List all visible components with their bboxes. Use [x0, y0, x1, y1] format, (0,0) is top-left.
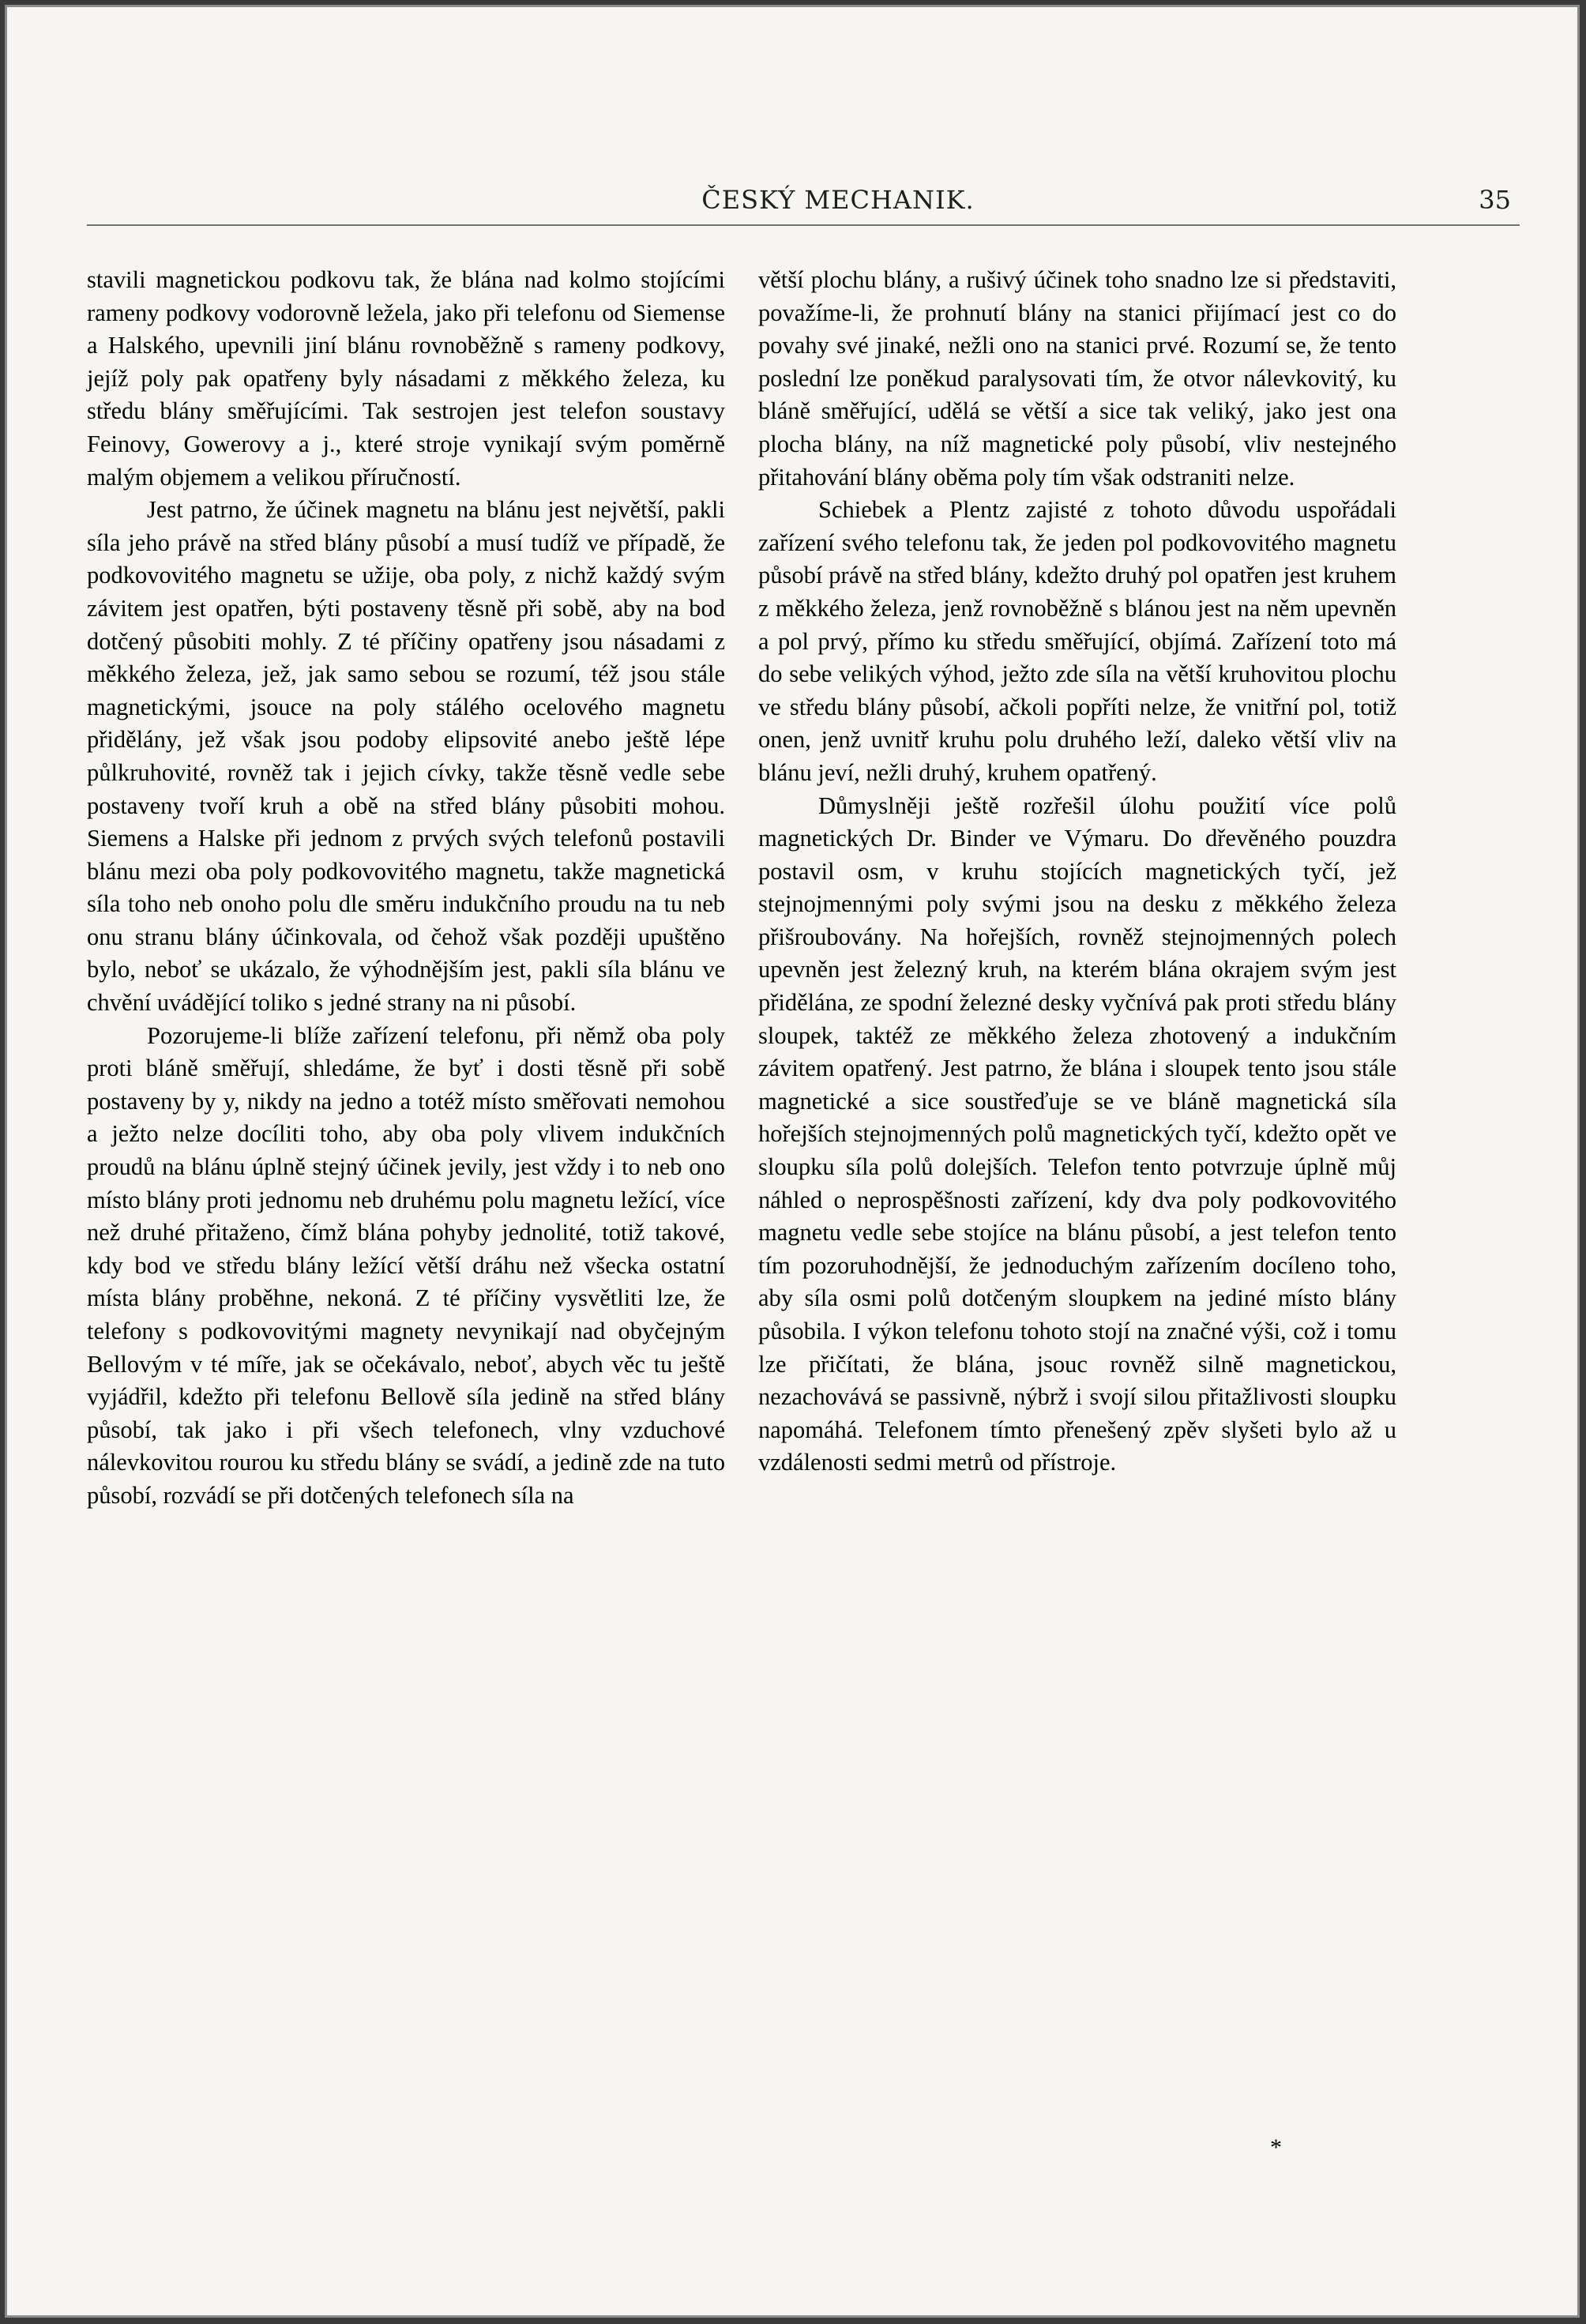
right-column	[758, 264, 1396, 1480]
page-number: 35	[1479, 185, 1511, 215]
paragraph: větší plochu blány, a rušivý účinek toho snadno lze si představiti, považíme-li, že prohnutí blány na stanici přijímací jest co do povahy své jinaké, nežli ono na stanici prvé. Rozumí se, že tento poslední lze poněkud paralysovati tím, že otvor nálevkovitý, ku bláně směřující, udělá se větší a sice tak veliký, jako jest ona plocha blány, na níž magnetické poly působí, vliv nestejného přitahování blány oběma poly tím však odstraniti nelze.	[758, 266, 1396, 491]
paragraph: stavili magnetickou podkovu tak, že blána nad kolmo stojícími rameny podkovy vodorovně ležela, jako při telefonu od Siemense a Halského, upevnili jiní blánu rovnoběžně s rameny podkovy, jejíž poly pak opatřeny byly násadami z měkkého železa, ku středu blány směřujícími. Tak sestrojen jest telefon soustavy Feinovy, Gowerovy a j., které stroje vynikají svým poměrně malým objemem a velikou příručností.	[87, 266, 725, 491]
paragraph: Pozorujeme-li blíže zařízení telefonu, při němž oba poly proti bláně směřují, shledáme, že byť i dosti těsně při sobě postaveny by y, nikdy na jedno a totéž místo směřovati nemohou a ježto nelze docíliti toho, aby oba poly vlivem indukčních proudů na blánu úplně stejný účinek jevily, jest vždy i to neb ono místo blány proti jednomu neb druhému polu magnetu ležící, více než druhé přitaženo, čímž blána pohyby jednolité, totiž takové, kdy bod ve středu blány ležící větší dráhu než všecka ostatní místa blány proběhne, nekoná. Z té příčiny vysvětliti lze, že telefony s podkovovitými magnety nevynikají nad obyčejným Bellovým v té míře, jak se očekávalo, neboť, abych věc tu ještě vyjádřil, kdežto při telefonu Bellově síla jedině na střed blány působí, tak jako i při všech telefonech, vlny vzduchové nálevkovitou rourou ku středu blány se svádí, a jedině zde na tuto působí, rozvádí se při dotčených telefonech síla na	[87, 1021, 725, 1509]
end-mark: *	[1270, 2134, 1282, 2160]
running-title: ČESKÝ MECHANIK.	[701, 185, 975, 215]
paragraph: Důmyslněji ještě rozřešil úlohu použití více polů magnetických Dr. Binder ve Výmaru. Do dřevěného pouzdra postavil osm, v kruhu stojících magnetických tyčí, jež stejnojmennými poly svými jsou na desku z měkkého železa přišroubovány. Na hořejších, rovněž stejnojmenných polech upevněn jest železný kruh, na kterém blána okrajem svým jest přidělána, ze spodní železné desky vyčnívá pak proti středu blány sloupek, taktéž ze měkkého železa zhotovený a indukčním závitem opatřený. Jest patrno, že blána i sloupek tento jsou stále magnetické a sice soustřeďuje se ve bláně magnetická síla hořejších stejnojmenných polů magnetických tyčí, kdežto opět ve sloupku síla polů dolejších. Telefon tento potvrzuje úplně můj náhled o neprospěšnosti zařízení, kdy dva poly podkovovitého magnetu vedle sebe stojíce na blánu působí, a jest telefon tento tím pozoruhodnější, že jednoduchým zařízením docíleno toho, aby síla osmi polů dotčeným sloupkem na jediné místo blány působila. I výkon telefonu tohoto stojí na značné výši, což i tomu lze přičítati, že blána, jsouc rovněž silně magnetickou, nezachovává se passivně, nýbrž i svojí silou přitažlivosti sloupku napomáhá. Telefonem tímto přenešený zpěv slyšeti bylo až u vzdálenosti sedmi metrů od přístroje.	[758, 792, 1396, 1476]
header-rule	[87, 224, 1520, 226]
paragraph: Jest patrno, že účinek magnetu na blánu jest největší, pakli síla jeho právě na střed blány působí a musí tudíž ve případě, že podkovovitého magnetu se užije, oba poly, z nichž každý svým závitem jest opatřen, býti postaveny těsně při sobě, aby na bod dotčený působiti mohly. Z té příčiny opatřeny jsou násadami z měkkého železa, jež, jak samo sebou se rozumí, též jsou stále magnetickými, jsouce na poly stálého ocelového magnetu přidělány, jež však jsou podoby elipsovité anebo ještě lépe půlkruhovité, rovněž tak i jejich cívky, takže těsně vedle sebe postaveny tvoří kruh a obě na střed blány působiti mohou. Siemens a Halske při jednom z prvých svých telefonů postavili blánu mezi oba poly podkovovitého magnetu, takže magnetická síla toho neb onoho polu dle směru indukčního proudu na tu neb onu stranu blány účinkovala, od čehož však později upuštěno bylo, neboť se ukázalo, že výhodnějším jest, pakli síla blánu ve chvění uvádějící toliko s jedné strany na ni působí.	[87, 496, 725, 1017]
page-header	[94, 182, 1511, 220]
left-column	[87, 264, 725, 1513]
paragraph: Schiebek a Plentz zajisté z tohoto důvodu uspořádali zařízení svého telefonu tak, že jeden pol podkovovitého magnetu působí právě na střed blány, kdežto druhý pol opatřen jest kruhem z měkkého železa, jenž rovnoběžně s blánou jest na něm upevněn a pol prvý, přímo ku středu směřující, objímá. Zařízení toto má do sebe velikých výhod, ježto zde síla na větší kruhovitou plochu ve středu blány působí, ačkoli popříti nelze, že vnitřní pol, totiž onen, jenž uvnitř kruhu polu druhého leží, daleko větší vliv na blánu jeví, nežli druhý, kruhem opatřený.	[758, 496, 1396, 786]
